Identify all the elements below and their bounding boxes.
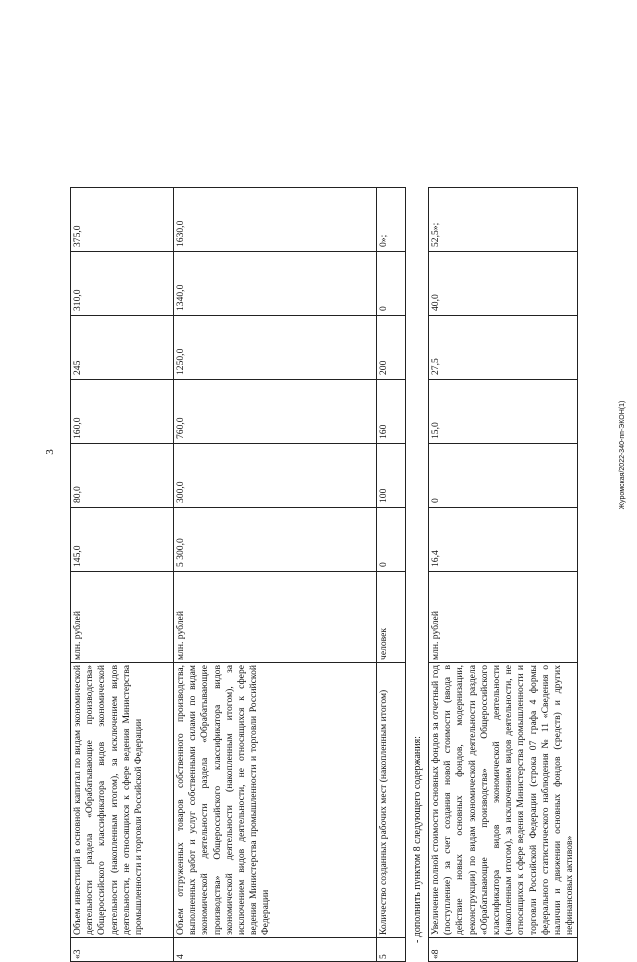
row-number: 4 <box>174 938 377 962</box>
value-cell: 80,0 <box>71 444 174 508</box>
value-cell: 200 <box>377 316 406 380</box>
table-row <box>71 188 174 962</box>
table-row <box>174 188 377 962</box>
value-cell: 40,0 <box>429 252 578 316</box>
value-cell: 27,5 <box>429 316 578 380</box>
document-code: Журомская/2022-340-пп-ЭКОН(1) <box>619 400 626 510</box>
unit-cell: млн. рублей <box>174 572 377 663</box>
value-cell: 100 <box>377 444 406 508</box>
value-cell: 15,0 <box>429 380 578 444</box>
rotated-table-sheet <box>70 220 576 962</box>
page-number: 3 <box>44 449 56 455</box>
value-cell: 300,0 <box>174 444 377 508</box>
value-cell: 1340,0 <box>174 252 377 316</box>
value-cell: 0 <box>429 444 578 508</box>
value-cell: 310,0 <box>71 252 174 316</box>
indicators-table-top <box>70 187 406 962</box>
unit-cell: млн. рублей <box>71 572 174 663</box>
row-number: 5 <box>377 938 406 962</box>
value-cell: 16,4 <box>429 508 578 572</box>
value-cell: 1630,0 <box>174 188 377 252</box>
value-cell: 0»; <box>377 188 406 252</box>
indicator-name: Объем инвестиций в основной капитал по видам экономической деятельности раздела «Обрабатывающие производства» Общероссийского классификатора видов экономической деятельности (накопленным итогом), за исключением видов деятельности, не относящихся к сфере ведения Министерства промышленности и торговли Российской Федерации <box>71 663 174 938</box>
table-row <box>377 188 406 962</box>
indicator-name: Количество созданных рабочих мест (накопленным итогом) <box>377 663 406 938</box>
amendment-instruction: - дополнить пунктом 8 следующего содержания: <box>412 736 423 943</box>
value-cell: 52,5»; <box>429 188 578 252</box>
value-cell: 0 <box>377 508 406 572</box>
unit-cell: млн. рублей <box>429 572 578 663</box>
indicator-name: Объем отгруженных товаров собственного производства, выполненных работ и услуг собственными силами по видам экономической деятельности раздела «Обрабатывающие производства» Общероссийского классификатора видов экономической деятельности (накопленным итогом), за исключением видов деятельности, не относящихся к сфере ведения Министерства промышленности и торговли Российской Федерации <box>174 663 377 938</box>
value-cell: 145,0 <box>71 508 174 572</box>
value-cell: 0 <box>377 252 406 316</box>
value-cell: 760,0 <box>174 380 377 444</box>
value-cell: 160 <box>377 380 406 444</box>
value-cell: 375,0 <box>71 188 174 252</box>
value-cell: 160,0 <box>71 380 174 444</box>
value-cell: 1250,0 <box>174 316 377 380</box>
value-cell: 245 <box>71 316 174 380</box>
table-row <box>429 188 578 962</box>
indicators-table-bottom <box>428 187 578 962</box>
unit-cell: человек <box>377 572 406 663</box>
row-number: «3 <box>71 938 174 962</box>
value-cell: 5 300,0 <box>174 508 377 572</box>
row-number: «8 <box>429 938 578 962</box>
indicator-name: Увеличение полной стоимости основных фондов за отчетный год (поступление) за счет создания новой стоимости (ввода в действие новых основных фондов, модернизации, реконструкции) по видам экономической деятельности раздела «Обрабатывающие производства» Общероссийского классификатора видов экономической деятельности (накопленным итогом), за исключением видов деятельности, не относящихся к сфере ведения Министерства промышленности и торговли Российской Федерации (строка 07 графа 4 формы федерального статистического наблюдения № 11 «Сведения о наличии и движении основных фондов (средств) и других нефинансовых активов» <box>429 663 578 938</box>
